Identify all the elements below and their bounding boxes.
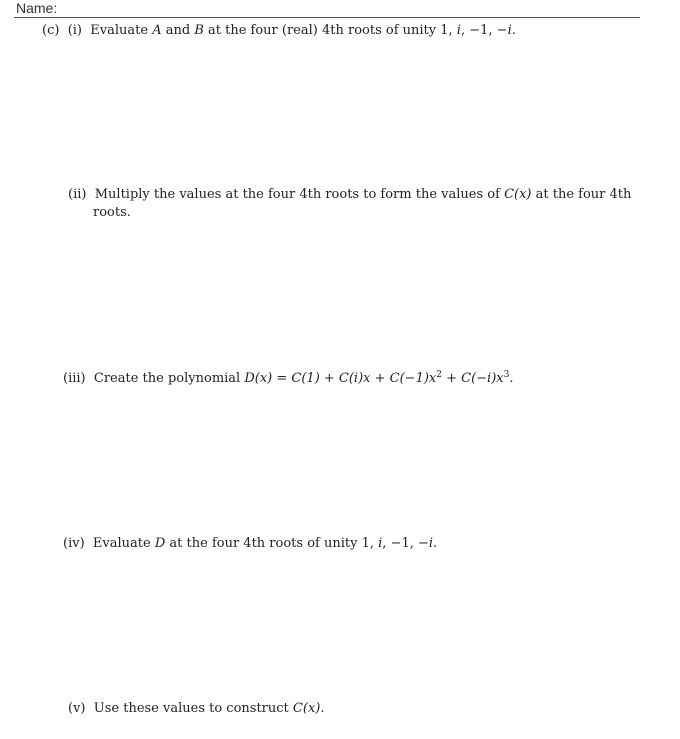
item-i-text: , −1, − — [460, 23, 508, 38]
item-i-text: Evaluate — [90, 23, 153, 38]
root-i: i — [507, 23, 512, 38]
question-c-i — [42, 22, 516, 40]
item-i-text: and — [161, 23, 195, 38]
item-iv-label: (iv) — [63, 536, 85, 551]
var-d: D — [154, 536, 166, 551]
item-iv-text: , −1, − — [382, 536, 429, 551]
item-iv-text: Evaluate — [92, 536, 155, 551]
var-b: B — [194, 23, 204, 38]
expr-d-polynomial: + C(−i)x — [441, 371, 504, 386]
root-i: i — [428, 536, 434, 551]
item-ii-label: (ii) — [68, 187, 87, 202]
item-v-text: . — [320, 701, 325, 716]
root-i: i — [456, 23, 461, 38]
var-a: A — [152, 23, 162, 38]
item-v-text: Use these values to construct — [93, 701, 293, 716]
root-i: i — [378, 536, 383, 551]
item-i-text: . — [511, 23, 516, 38]
item-iv-text: . — [433, 536, 438, 551]
item-v-label: (v) — [68, 701, 86, 716]
question-v — [68, 700, 324, 718]
item-iv-text: at the four 4th roots of unity 1, — [165, 536, 379, 551]
question-iii — [63, 370, 514, 388]
item-iii-text: . — [509, 371, 514, 386]
item-i-text: at the four (real) 4th roots of unity 1, — [203, 23, 457, 38]
expr-c-of-x: C(x) — [292, 701, 321, 716]
item-ii-text: Multiply the values at the four 4th roots to form the values of — [94, 187, 505, 202]
item-iii-text: Create the polynomial — [93, 371, 245, 386]
item-iii-label: (iii) — [63, 371, 86, 386]
item-i-label: (i) — [67, 23, 83, 38]
part-c-label: (c) — [42, 23, 60, 38]
exponent: 2 — [436, 370, 442, 380]
question-ii — [68, 186, 644, 222]
item-ii-continuation: roots. — [93, 205, 131, 220]
exponent: 3 — [503, 370, 510, 380]
expr-d-polynomial: D(x) = C(1) + C(i)x + C(−1)x — [244, 371, 437, 386]
item-ii-text: at the four 4th — [531, 187, 632, 202]
expr-c-of-x: C(x) — [504, 187, 532, 202]
name-underline — [14, 17, 640, 18]
name-label: Name: — [16, 0, 58, 16]
question-iv — [63, 535, 437, 553]
